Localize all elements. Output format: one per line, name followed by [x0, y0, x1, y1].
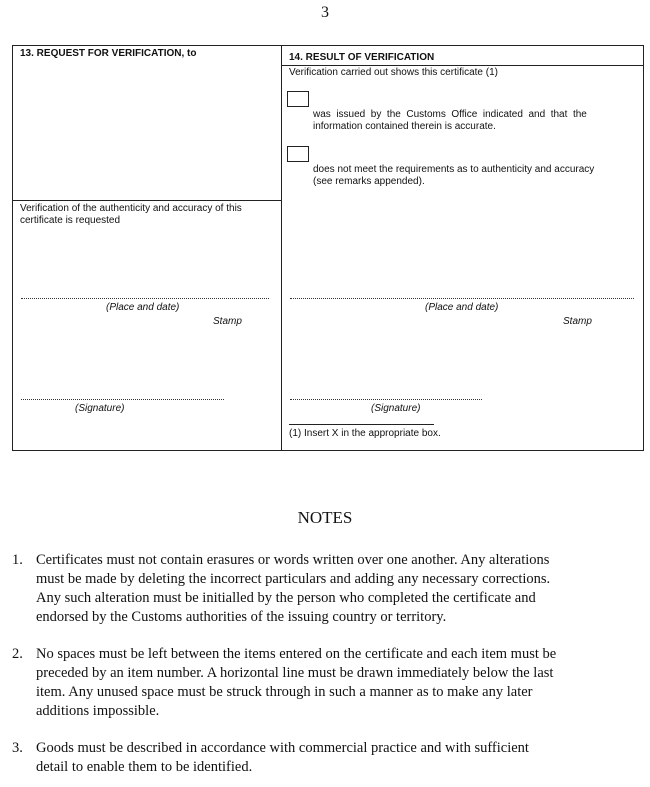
box14-footnote: (1) Insert X in the appropriate box.	[289, 428, 441, 439]
note-3-line-2: detail to enable them to be identified.	[36, 759, 253, 775]
box13-request-text-line1: Verification of the authenticity and accuracy of this	[20, 203, 242, 214]
box13-place-date-line[interactable]	[21, 298, 269, 299]
option-not-accurate-text-line2: (see remarks appended).	[313, 176, 425, 187]
footnote-rule	[289, 424, 434, 425]
note-2-line-1: No spaces must be left between the items entered on the certificate and each item must be	[36, 646, 557, 662]
box13-request-text-line2: certificate is requested	[20, 215, 121, 226]
option-accurate-text-line1: was issued by the Customs Office indicated and that the	[313, 109, 587, 120]
box14-signature-label: (Signature)	[371, 403, 421, 414]
option-not-accurate-checkbox[interactable]	[287, 146, 309, 162]
page-number: 3	[321, 4, 329, 21]
box14-place-date-label: (Place and date)	[425, 302, 499, 313]
verification-form	[12, 45, 644, 451]
note-1-line-1: Certificates must not contain erasures or words written over one another. Any alterations	[36, 552, 550, 568]
note-2-line-4: additions impossible.	[36, 703, 160, 719]
note-2-line-3: item. Any unused space must be struck through in such a manner as to make any later	[36, 684, 533, 700]
box13-signature-label: (Signature)	[75, 403, 125, 414]
option-accurate-text-line2: information contained therein is accurate.	[313, 121, 496, 132]
box14-header-rule	[281, 65, 644, 66]
note-2-line-2: preceded by an item number. A horizontal line must be drawn immediately below the last	[36, 665, 554, 681]
notes-heading: NOTES	[297, 508, 353, 527]
note-2-number: 2.	[12, 646, 23, 662]
box14-title: 14. RESULT OF VERIFICATION	[289, 52, 435, 63]
column-divider	[281, 46, 282, 451]
note-3-line-1: Goods must be described in accordance with commercial practice and with sufficient	[36, 740, 529, 756]
box14-place-date-line[interactable]	[290, 298, 634, 299]
box13-title: 13. REQUEST FOR VERIFICATION, to	[20, 48, 197, 59]
note-3-number: 3.	[12, 740, 23, 756]
note-1-line-3: Any such alteration must be initialled by the person who completed the certificate and	[36, 590, 536, 606]
box14-signature-line[interactable]	[290, 399, 482, 400]
option-not-accurate-text-line1: does not meet the requirements as to authenticity and accuracy	[313, 164, 595, 175]
option-accurate-checkbox[interactable]	[287, 91, 309, 107]
box13-stamp-label: Stamp	[213, 316, 242, 327]
note-1-number: 1.	[12, 552, 23, 568]
box13-place-date-label: (Place and date)	[106, 302, 180, 313]
note-1-line-4: endorsed by the Customs authorities of the issuing country or territory.	[36, 609, 447, 625]
box13-signature-line[interactable]	[21, 399, 224, 400]
note-1-line-2: must be made by deleting the incorrect particulars and adding any necessary corrections.	[36, 571, 551, 587]
box14-stamp-label: Stamp	[563, 316, 592, 327]
box13-section-rule	[13, 200, 281, 201]
box14-intro: Verification carried out shows this certificate (1)	[289, 67, 498, 78]
